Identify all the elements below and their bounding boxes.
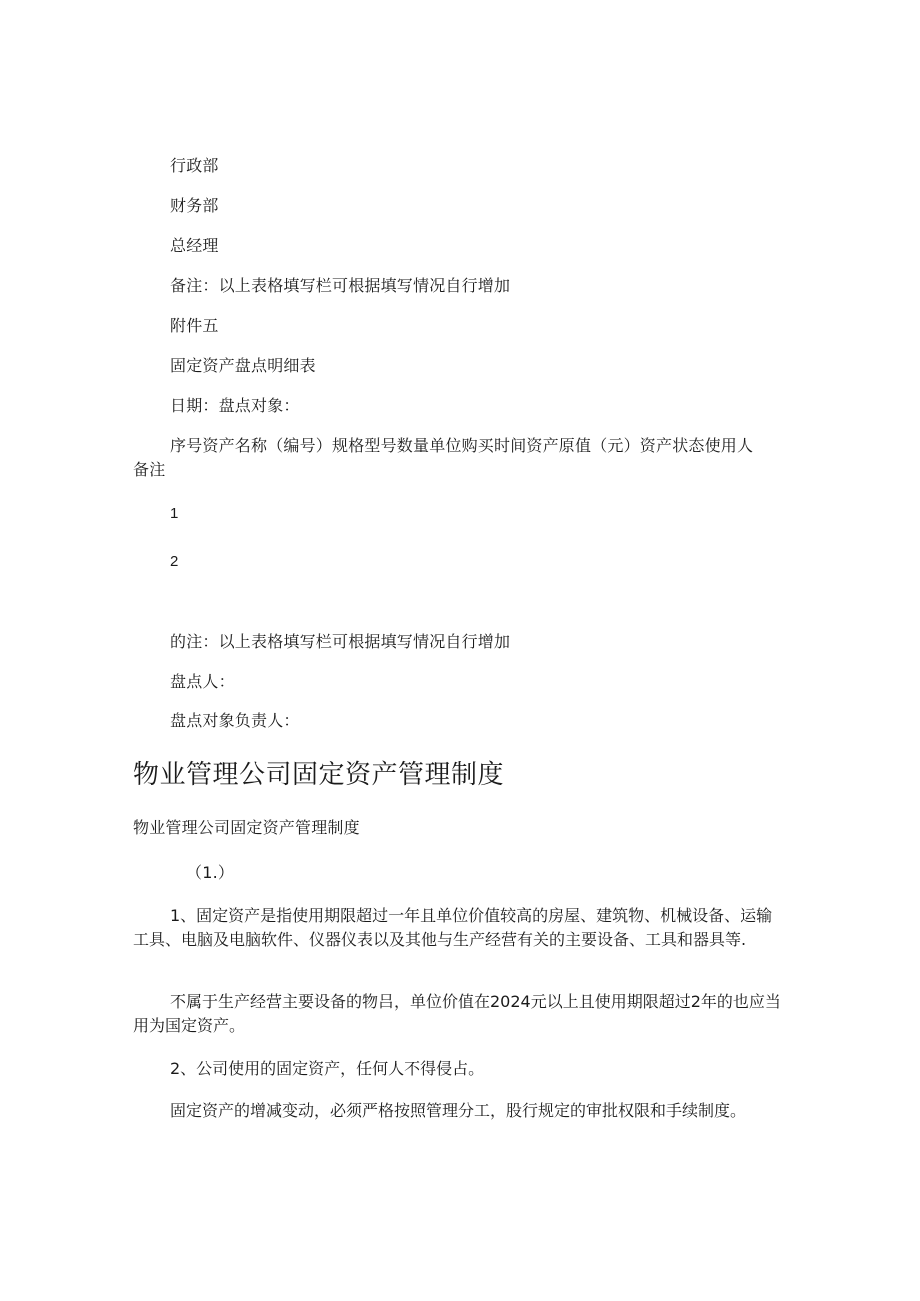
body-paragraph: 固定资产的增减变动，必须严格按照管理分工，股行规定的审批权限和手续制度。 (170, 1101, 747, 1120)
note-text: 的注：以上表格填写栏可根据填写情况自行增加 (170, 632, 511, 651)
table-header-line: 序号资产名称（编号）规格型号数量单位购买时间资产原值（元）资产状态使用人 (170, 436, 754, 455)
date-line: 日期：盘点对象： (170, 396, 300, 415)
dept-finance-label: 财务部 (170, 196, 219, 215)
table-row-number: 1 (170, 505, 179, 522)
body-paragraph: 1、固定资产是指使用期限超过一年且单位价值较高的房屋、建筑物、机械设备、运输工具、电脑及电脑软件、仪器仪表以及其他与生产经营有关的主要设备、工具和器具等. (133, 906, 773, 949)
table-title: 固定资产盘点明细表 (170, 356, 316, 375)
counter-signature-label: 盘点人： (170, 672, 235, 691)
section-marker: （1.） (186, 863, 235, 882)
document-subtitle: 物业管理公司固定资产管理制度 (133, 818, 360, 837)
appendix-label: 附件五 (170, 316, 219, 335)
table-header-remark: 备注 (133, 460, 166, 479)
document-title: 物业管理公司固定资产管理制度 (133, 760, 505, 790)
note-text: 备注：以上表格填写栏可根据填写情况自行增加 (170, 276, 511, 295)
responsible-signature-label: 盘点对象负责人： (170, 711, 300, 730)
table-row-number: 2 (170, 553, 179, 570)
body-paragraph: 2、公司使用的固定资产，任何人不得侵占。 (170, 1059, 485, 1078)
body-paragraph: 不属于生产经营主要设备的物吕，单位价值在2024元以上且使用期限超过2年的也应当用为国定资产。 (133, 992, 781, 1035)
dept-admin-label: 行政部 (170, 156, 219, 175)
general-manager-label: 总经理 (170, 236, 219, 255)
